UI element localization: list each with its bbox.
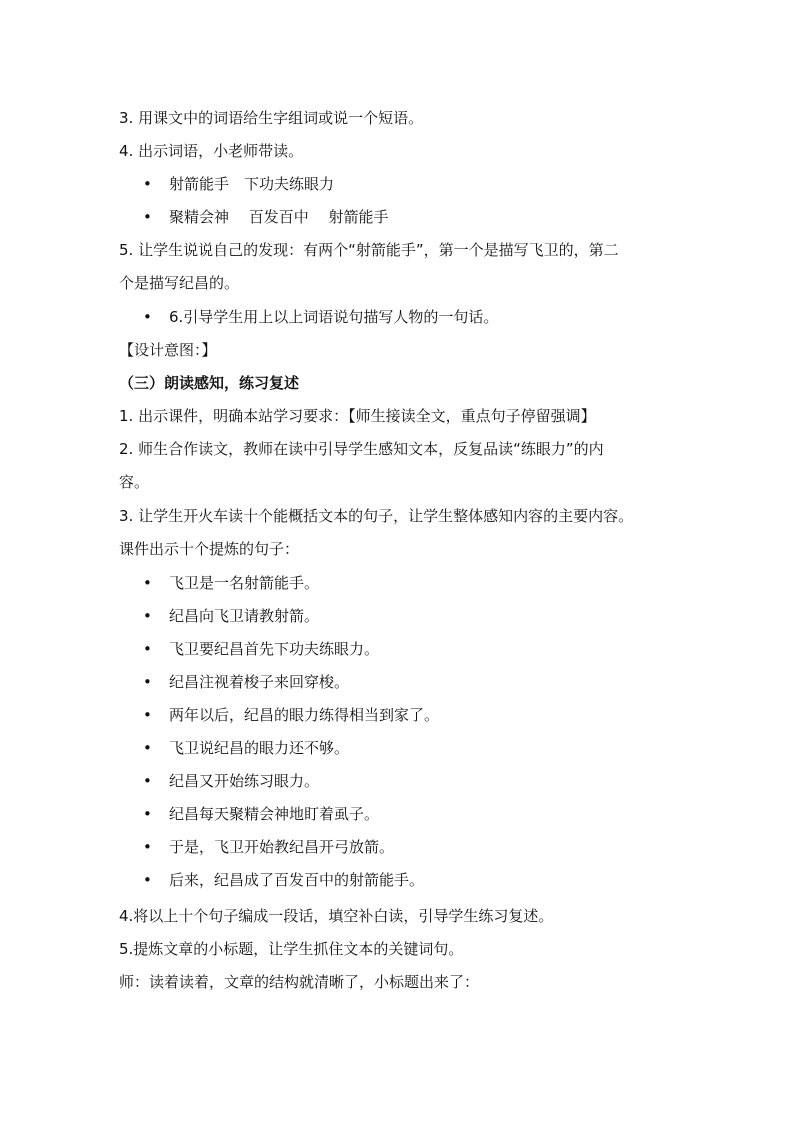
design-intent-label: 【设计意图：】	[119, 341, 217, 359]
sentence-list-item	[143, 738, 349, 758]
sentence-text: 纪昌又开始练习眼力。	[169, 772, 320, 790]
bullet-icon: •	[143, 607, 152, 625]
step-5: 5.提炼文章的小标题，让学生抓住文本的关键词句。	[119, 940, 464, 958]
sentence-text: 于是，飞卫开始教纪昌开弓放箭。	[169, 838, 395, 856]
bullet-icon: •	[143, 838, 152, 856]
bullet-icon: •	[143, 673, 152, 691]
sentence-text: 纪昌向飞卫请教射箭。	[169, 607, 320, 625]
sentence-list-item	[143, 837, 394, 857]
instruction-text: 6.引导学生用上以上词语说句描写人物的一句话。	[169, 308, 499, 326]
word-list-text: 聚精会神 百发百中 射箭能手	[169, 208, 389, 226]
teacher-line: 师：读着读着，文章的结构就清晰了，小标题出来了：	[119, 973, 480, 991]
sentence-text: 纪昌每天聚精会神地盯着虱子。	[169, 805, 380, 823]
sentence-list-item	[143, 804, 379, 824]
paragraph-5-line-2: 个是描写纪昌的。	[119, 274, 240, 292]
sentence-list-item	[143, 705, 439, 725]
sentence-text: 飞卫要纪昌首先下功夫练眼力。	[169, 640, 380, 658]
paragraph-5-line-1: 5. 让学生说说自己的发现：有两个“射箭能手”，第一个是描写飞卫的，第二	[119, 241, 619, 259]
bullet-icon: •	[143, 805, 152, 823]
step-3: 3. 让学生开火车读十个能概括文本的句子，让学生整体感知内容的主要内容。	[119, 507, 634, 525]
sentence-list-item	[143, 672, 349, 692]
sentence-list-item	[143, 606, 319, 626]
section-heading: （三）朗读感知，练习复述	[119, 374, 300, 392]
sentence-list-item	[143, 870, 424, 890]
bullet-icon: •	[143, 640, 152, 658]
instruction-list-item	[143, 307, 498, 327]
bullet-icon: •	[143, 175, 152, 193]
sentence-text: 两年以后，纪昌的眼力练得相当到家了。	[169, 706, 440, 724]
sentence-text: 纪昌注视着梭子来回穿梭。	[169, 673, 350, 691]
sentence-list-item	[143, 639, 379, 659]
sentence-text: 后来，纪昌成了百发百中的射箭能手。	[169, 871, 425, 889]
paragraph-3: 3. 用课文中的词语给生字组词或说一个短语。	[119, 109, 424, 127]
word-list-text: 射箭能手 下功夫练眼力	[169, 175, 335, 193]
bullet-icon: •	[143, 706, 152, 724]
bullet-icon: •	[143, 308, 152, 326]
step-3-intro: 课件出示十个提炼的句子：	[119, 540, 300, 558]
sentence-text: 飞卫说纪昌的眼力还不够。	[169, 739, 350, 757]
sentence-list-item	[143, 573, 319, 593]
bullet-icon: •	[143, 739, 152, 757]
paragraph-4: 4. 出示词语，小老师带读。	[119, 142, 304, 160]
bullet-icon: •	[143, 208, 152, 226]
step-2-line-1: 2. 师生合作读文，教师在读中引导学生感知文本，反复品读“练眼力”的内	[119, 440, 604, 458]
word-list-item	[143, 174, 334, 194]
bullet-icon: •	[143, 574, 152, 592]
step-4: 4.将以上十个句子编成一段话，填空补白读，引导学生练习复述。	[119, 907, 554, 925]
sentence-text: 飞卫是一名射箭能手。	[169, 574, 320, 592]
word-list-item	[143, 207, 389, 227]
step-1: 1. 出示课件，明确本站学习要求：【师生接读全文，重点句子停留强调】	[119, 407, 596, 425]
sentence-list-item	[143, 771, 319, 791]
bullet-icon: •	[143, 871, 152, 889]
bullet-icon: •	[143, 772, 152, 790]
step-2-line-2: 容。	[119, 473, 150, 491]
